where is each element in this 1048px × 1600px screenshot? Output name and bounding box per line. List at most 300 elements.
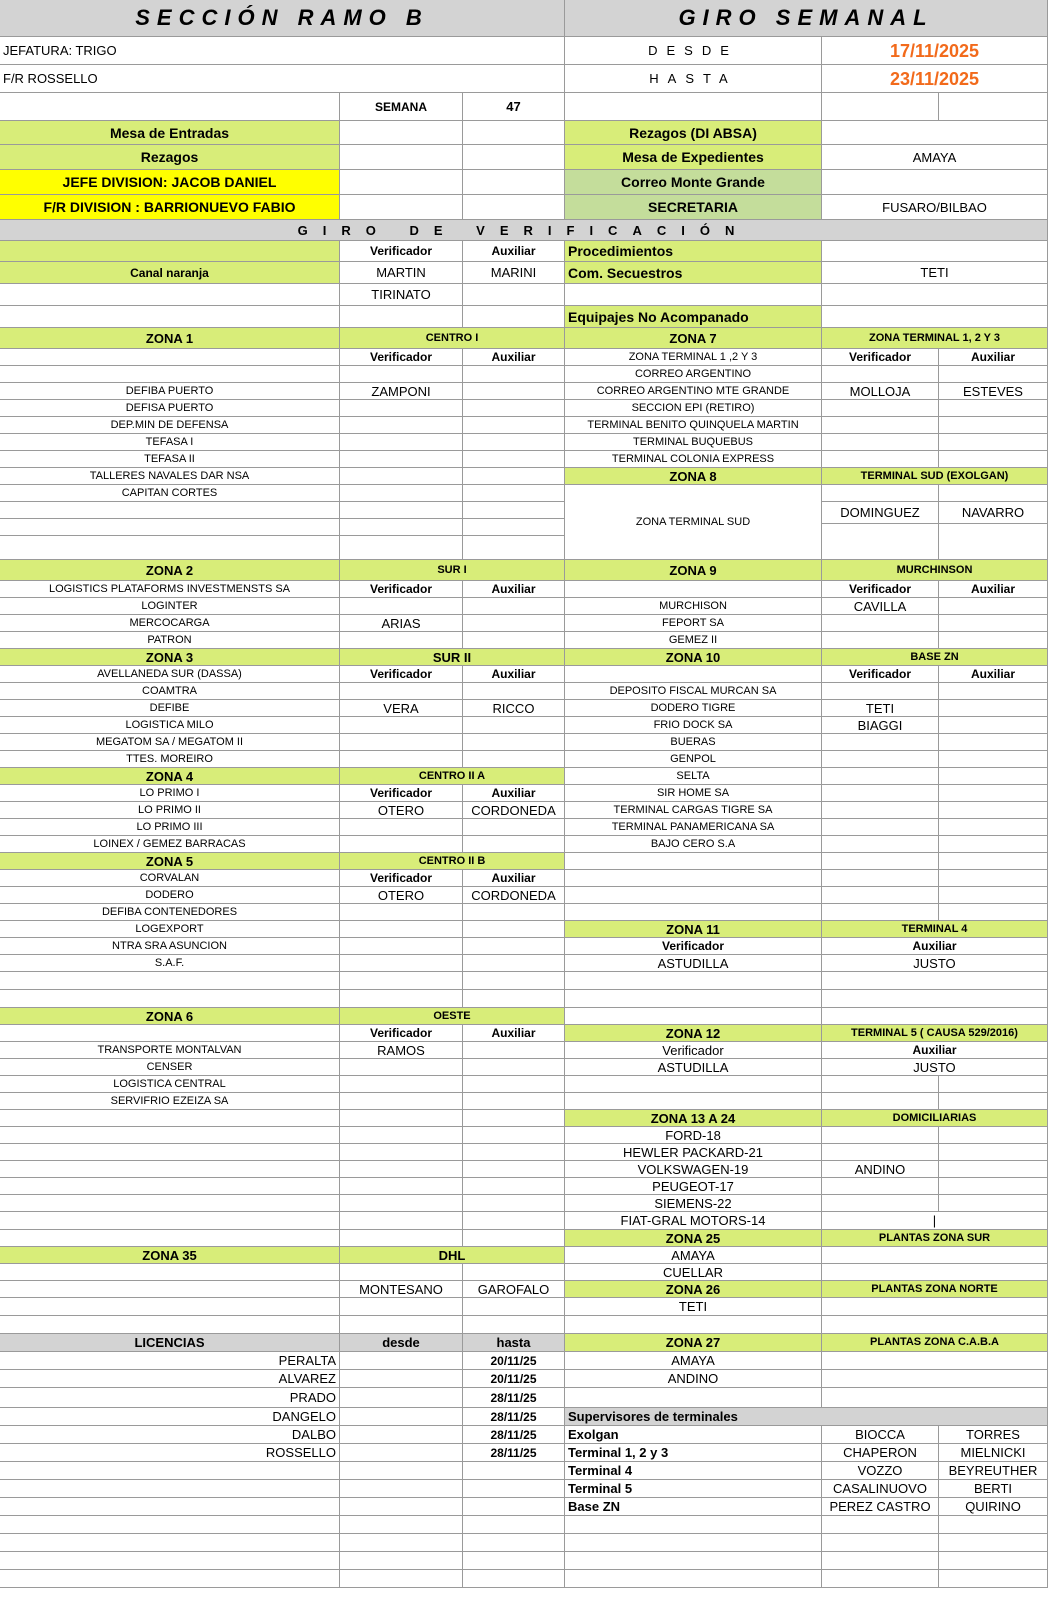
empty-cell[interactable] bbox=[340, 195, 463, 220]
empty-cell[interactable] bbox=[340, 717, 463, 734]
table-cell[interactable]: SECCION EPI (RETIRO) bbox=[565, 400, 822, 417]
empty-cell[interactable] bbox=[565, 284, 822, 306]
table-cell[interactable]: BERTI bbox=[939, 1480, 1048, 1498]
table-cell[interactable]: RICCO bbox=[463, 700, 565, 717]
empty-cell[interactable] bbox=[822, 615, 939, 632]
empty-cell[interactable] bbox=[0, 1025, 340, 1042]
table-cell[interactable]: Mesa de Expedientes bbox=[565, 145, 822, 170]
empty-cell[interactable] bbox=[463, 734, 565, 751]
table-cell[interactable]: SERVIFRIO EZEIZA SA bbox=[0, 1093, 340, 1110]
table-cell[interactable]: ZONA 2 bbox=[0, 560, 340, 581]
empty-cell[interactable] bbox=[822, 485, 939, 502]
empty-cell[interactable] bbox=[0, 1534, 340, 1552]
table-cell[interactable]: LOGISTICA MILO bbox=[0, 717, 340, 734]
table-cell[interactable]: DEPOSITO FISCAL MURCAN SA bbox=[565, 683, 822, 700]
table-cell[interactable]: AMAYA bbox=[565, 1352, 822, 1370]
empty-cell[interactable] bbox=[939, 632, 1048, 649]
table-cell[interactable]: CENSER bbox=[0, 1059, 340, 1076]
empty-cell[interactable] bbox=[0, 306, 340, 328]
empty-cell[interactable] bbox=[463, 1230, 565, 1247]
empty-cell[interactable] bbox=[463, 284, 565, 306]
empty-cell[interactable] bbox=[939, 1570, 1048, 1588]
table-cell[interactable]: Verificador bbox=[340, 870, 463, 887]
empty-cell[interactable] bbox=[340, 468, 463, 485]
empty-cell[interactable] bbox=[0, 990, 340, 1008]
table-cell[interactable]: Com. Secuestros bbox=[565, 262, 822, 284]
table-cell[interactable]: MURCHINSON bbox=[822, 560, 1048, 581]
empty-cell[interactable] bbox=[0, 1480, 340, 1498]
table-cell[interactable]: ZONA 6 bbox=[0, 1008, 340, 1025]
table-cell[interactable]: GIRO SEMANAL bbox=[565, 0, 1048, 37]
table-cell[interactable]: PLANTAS ZONA SUR bbox=[822, 1230, 1048, 1247]
empty-cell[interactable] bbox=[0, 1552, 340, 1570]
empty-cell[interactable] bbox=[939, 717, 1048, 734]
table-cell[interactable]: FIAT-GRAL MOTORS-14 bbox=[565, 1212, 822, 1230]
empty-cell[interactable] bbox=[565, 990, 822, 1008]
table-cell[interactable]: PRADO bbox=[0, 1388, 340, 1408]
table-cell[interactable]: HEWLER PACKARD-21 bbox=[565, 1144, 822, 1161]
empty-cell[interactable] bbox=[939, 700, 1048, 717]
table-cell[interactable]: 47 bbox=[463, 93, 565, 121]
empty-cell[interactable] bbox=[463, 306, 565, 328]
table-cell[interactable]: TERMINAL 4 bbox=[822, 921, 1048, 938]
table-cell[interactable]: Verificador bbox=[340, 581, 463, 598]
empty-cell[interactable] bbox=[463, 417, 565, 434]
table-cell[interactable]: Canal naranja bbox=[0, 262, 340, 284]
empty-cell[interactable] bbox=[463, 468, 565, 485]
empty-cell[interactable] bbox=[822, 632, 939, 649]
empty-cell[interactable] bbox=[822, 819, 939, 836]
empty-cell[interactable] bbox=[463, 1195, 565, 1212]
empty-cell[interactable] bbox=[565, 1388, 822, 1408]
table-cell[interactable]: AMAYA bbox=[565, 1247, 822, 1264]
empty-cell[interactable] bbox=[565, 1552, 822, 1570]
table-cell[interactable]: Auxiliar bbox=[463, 349, 565, 366]
empty-cell[interactable] bbox=[0, 972, 340, 990]
empty-cell[interactable] bbox=[340, 1178, 463, 1195]
empty-cell[interactable] bbox=[822, 853, 939, 870]
empty-cell[interactable] bbox=[340, 734, 463, 751]
empty-cell[interactable] bbox=[822, 836, 939, 853]
table-cell[interactable]: BUERAS bbox=[565, 734, 822, 751]
empty-cell[interactable] bbox=[0, 366, 340, 383]
empty-cell[interactable] bbox=[939, 1552, 1048, 1570]
table-cell[interactable]: TEFASA I bbox=[0, 434, 340, 451]
table-cell[interactable]: Verificador bbox=[565, 938, 822, 955]
empty-cell[interactable] bbox=[340, 451, 463, 468]
table-cell[interactable]: S.A.F. bbox=[0, 955, 340, 972]
table-cell[interactable]: Auxiliar bbox=[939, 581, 1048, 598]
empty-cell[interactable] bbox=[822, 1144, 939, 1161]
table-cell[interactable]: ZONA 25 bbox=[565, 1230, 822, 1247]
table-cell[interactable]: CORDONEDA bbox=[463, 887, 565, 904]
table-cell[interactable]: MERCOCARGA bbox=[0, 615, 340, 632]
empty-cell[interactable] bbox=[340, 1161, 463, 1178]
empty-cell[interactable] bbox=[463, 836, 565, 853]
empty-cell[interactable] bbox=[939, 451, 1048, 468]
table-cell[interactable]: Correo Monte Grande bbox=[565, 170, 822, 195]
empty-cell[interactable] bbox=[340, 1110, 463, 1127]
empty-cell[interactable] bbox=[340, 1212, 463, 1230]
table-cell[interactable]: LOGISTICA CENTRAL bbox=[0, 1076, 340, 1093]
table-cell[interactable]: Verificador bbox=[340, 785, 463, 802]
empty-cell[interactable] bbox=[822, 170, 1048, 195]
table-cell[interactable]: TETI bbox=[822, 262, 1048, 284]
empty-cell[interactable] bbox=[463, 904, 565, 921]
empty-cell[interactable] bbox=[0, 1264, 340, 1281]
empty-cell[interactable] bbox=[463, 1298, 565, 1316]
table-cell[interactable]: JEFATURA: TRIGO bbox=[0, 37, 565, 65]
table-cell[interactable]: Verificador bbox=[340, 241, 463, 262]
empty-cell[interactable] bbox=[0, 1570, 340, 1588]
empty-cell[interactable] bbox=[939, 366, 1048, 383]
table-cell[interactable]: DALBO bbox=[0, 1426, 340, 1444]
empty-cell[interactable] bbox=[0, 1498, 340, 1516]
empty-cell[interactable] bbox=[0, 1281, 340, 1298]
empty-cell[interactable] bbox=[340, 632, 463, 649]
table-cell[interactable]: Auxiliar bbox=[822, 938, 1048, 955]
table-cell[interactable]: QUIRINO bbox=[939, 1498, 1048, 1516]
table-cell[interactable]: Terminal 1, 2 y 3 bbox=[565, 1444, 822, 1462]
empty-cell[interactable] bbox=[0, 1161, 340, 1178]
empty-cell[interactable] bbox=[939, 1144, 1048, 1161]
table-cell[interactable]: BEYREUTHER bbox=[939, 1462, 1048, 1480]
table-cell[interactable]: LOGEXPORT bbox=[0, 921, 340, 938]
empty-cell[interactable] bbox=[340, 1316, 463, 1334]
empty-cell[interactable] bbox=[340, 145, 463, 170]
empty-cell[interactable] bbox=[463, 502, 565, 519]
table-cell[interactable]: PEUGEOT-17 bbox=[565, 1178, 822, 1195]
table-cell[interactable]: DEFIBA CONTENEDORES bbox=[0, 904, 340, 921]
empty-cell[interactable] bbox=[565, 1534, 822, 1552]
table-cell[interactable]: Auxiliar bbox=[463, 241, 565, 262]
table-cell[interactable]: LOINEX / GEMEZ BARRACAS bbox=[0, 836, 340, 853]
table-cell[interactable]: ZONA TERMINAL SUD bbox=[565, 485, 822, 560]
table-cell[interactable]: GENPOL bbox=[565, 751, 822, 768]
empty-cell[interactable] bbox=[340, 836, 463, 853]
empty-cell[interactable] bbox=[340, 121, 463, 145]
table-cell[interactable]: Verificador bbox=[822, 349, 939, 366]
table-cell[interactable]: Verificador bbox=[822, 666, 939, 683]
table-cell[interactable]: TERMINAL COLONIA EXPRESS bbox=[565, 451, 822, 468]
empty-cell[interactable] bbox=[463, 195, 565, 220]
table-cell[interactable]: Terminal 4 bbox=[565, 1462, 822, 1480]
empty-cell[interactable] bbox=[463, 1178, 565, 1195]
table-cell[interactable]: TERMINAL BENITO QUINQUELA MARTIN bbox=[565, 417, 822, 434]
empty-cell[interactable] bbox=[463, 972, 565, 990]
table-cell[interactable]: SECRETARIA bbox=[565, 195, 822, 220]
empty-cell[interactable] bbox=[822, 683, 939, 700]
empty-cell[interactable] bbox=[939, 434, 1048, 451]
table-cell[interactable]: LO PRIMO I bbox=[0, 785, 340, 802]
empty-cell[interactable] bbox=[340, 921, 463, 938]
table-cell[interactable]: GIRO DE VERIFICACIÓN bbox=[0, 220, 1048, 241]
table-cell[interactable]: CHAPERON bbox=[822, 1444, 939, 1462]
table-cell[interactable]: 28/11/25 bbox=[463, 1388, 565, 1408]
table-cell[interactable]: TETI bbox=[565, 1298, 822, 1316]
empty-cell[interactable] bbox=[565, 1516, 822, 1534]
empty-cell[interactable] bbox=[340, 417, 463, 434]
table-cell[interactable]: ASTUDILLA bbox=[565, 1059, 822, 1076]
empty-cell[interactable] bbox=[822, 121, 1048, 145]
table-cell[interactable]: 20/11/25 bbox=[463, 1370, 565, 1388]
table-cell[interactable]: BAJO CERO S.A bbox=[565, 836, 822, 853]
table-cell[interactable]: TIRINATO bbox=[340, 284, 463, 306]
table-cell[interactable]: BIAGGI bbox=[822, 717, 939, 734]
empty-cell[interactable] bbox=[0, 1298, 340, 1316]
empty-cell[interactable] bbox=[463, 1480, 565, 1498]
table-cell[interactable]: MIELNICKI bbox=[939, 1444, 1048, 1462]
empty-cell[interactable] bbox=[822, 870, 939, 887]
table-cell[interactable]: Auxiliar bbox=[463, 870, 565, 887]
empty-cell[interactable] bbox=[565, 1076, 822, 1093]
empty-cell[interactable] bbox=[340, 434, 463, 451]
empty-cell[interactable] bbox=[0, 1212, 340, 1230]
empty-cell[interactable] bbox=[463, 485, 565, 502]
table-cell[interactable]: TEFASA II bbox=[0, 451, 340, 468]
table-cell[interactable]: NTRA SRA ASUNCION bbox=[0, 938, 340, 955]
table-cell[interactable]: 17/11/2025 bbox=[822, 37, 1048, 65]
table-cell[interactable]: 28/11/25 bbox=[463, 1426, 565, 1444]
empty-cell[interactable] bbox=[822, 1316, 1048, 1334]
empty-cell[interactable] bbox=[822, 1247, 1048, 1264]
empty-cell[interactable] bbox=[822, 284, 1048, 306]
table-cell[interactable]: TRANSPORTE MONTALVAN bbox=[0, 1042, 340, 1059]
empty-cell[interactable] bbox=[822, 1076, 939, 1093]
table-cell[interactable]: FORD-18 bbox=[565, 1127, 822, 1144]
empty-cell[interactable] bbox=[340, 1352, 463, 1370]
table-cell[interactable]: ZAMPONI bbox=[340, 383, 463, 400]
empty-cell[interactable] bbox=[939, 1127, 1048, 1144]
empty-cell[interactable] bbox=[463, 170, 565, 195]
table-cell[interactable]: ALVAREZ bbox=[0, 1370, 340, 1388]
empty-cell[interactable] bbox=[822, 400, 939, 417]
table-cell[interactable]: Verificador bbox=[565, 1042, 822, 1059]
table-cell[interactable]: PLANTAS ZONA NORTE bbox=[822, 1281, 1048, 1298]
table-cell[interactable]: F/R ROSSELLO bbox=[0, 65, 565, 93]
table-cell[interactable]: CASALINUOVO bbox=[822, 1480, 939, 1498]
empty-cell[interactable] bbox=[822, 306, 1048, 328]
table-cell[interactable]: GAROFALO bbox=[463, 1281, 565, 1298]
table-cell[interactable]: ROSSELLO bbox=[0, 1444, 340, 1462]
empty-cell[interactable] bbox=[565, 1316, 822, 1334]
empty-cell[interactable] bbox=[0, 1462, 340, 1480]
empty-cell[interactable] bbox=[340, 990, 463, 1008]
empty-cell[interactable] bbox=[822, 768, 939, 785]
table-cell[interactable]: PLANTAS ZONA C.A.B.A bbox=[822, 1334, 1048, 1352]
empty-cell[interactable] bbox=[939, 683, 1048, 700]
table-cell[interactable]: 28/11/25 bbox=[463, 1444, 565, 1462]
table-cell[interactable]: NAVARRO bbox=[939, 502, 1048, 524]
empty-cell[interactable] bbox=[340, 170, 463, 195]
empty-cell[interactable] bbox=[463, 145, 565, 170]
empty-cell[interactable] bbox=[939, 485, 1048, 502]
table-cell[interactable]: 23/11/2025 bbox=[822, 65, 1048, 93]
empty-cell[interactable] bbox=[340, 536, 463, 560]
empty-cell[interactable] bbox=[463, 1042, 565, 1059]
empty-cell[interactable] bbox=[939, 768, 1048, 785]
empty-cell[interactable] bbox=[463, 451, 565, 468]
empty-cell[interactable] bbox=[340, 1230, 463, 1247]
table-cell[interactable]: LOGISTICS PLATAFORMS INVESTMENSTS SA bbox=[0, 581, 340, 598]
empty-cell[interactable] bbox=[340, 306, 463, 328]
empty-cell[interactable] bbox=[340, 1059, 463, 1076]
table-cell[interactable]: SELTA bbox=[565, 768, 822, 785]
table-cell[interactable]: ESTEVES bbox=[939, 383, 1048, 400]
table-cell[interactable]: GEMEZ II bbox=[565, 632, 822, 649]
table-cell[interactable]: Base ZN bbox=[565, 1498, 822, 1516]
table-cell[interactable]: TERMINAL PANAMERICANA SA bbox=[565, 819, 822, 836]
empty-cell[interactable] bbox=[0, 1516, 340, 1534]
table-cell[interactable]: FUSARO/BILBAO bbox=[822, 195, 1048, 220]
table-cell[interactable]: MARINI bbox=[463, 262, 565, 284]
empty-cell[interactable] bbox=[822, 1352, 1048, 1370]
table-cell[interactable]: ZONA 1 bbox=[0, 328, 340, 349]
table-cell[interactable]: TETI bbox=[822, 700, 939, 717]
table-cell[interactable]: Auxiliar bbox=[463, 666, 565, 683]
table-cell[interactable]: PERALTA bbox=[0, 1352, 340, 1370]
table-cell[interactable]: ZONA 4 bbox=[0, 768, 340, 785]
table-cell[interactable]: MURCHISON bbox=[565, 598, 822, 615]
table-cell[interactable]: ZONA 8 bbox=[565, 468, 822, 485]
empty-cell[interactable] bbox=[939, 615, 1048, 632]
empty-cell[interactable] bbox=[0, 1110, 340, 1127]
empty-cell[interactable] bbox=[0, 502, 340, 519]
table-cell[interactable]: TERMINAL BUQUEBUS bbox=[565, 434, 822, 451]
empty-cell[interactable] bbox=[463, 819, 565, 836]
table-cell[interactable]: ZONA 13 A 24 bbox=[565, 1110, 822, 1127]
table-cell[interactable]: OTERO bbox=[340, 802, 463, 819]
empty-cell[interactable] bbox=[939, 1516, 1048, 1534]
table-cell[interactable]: SECCIÓN RAMO B bbox=[0, 0, 565, 37]
table-cell[interactable]: ANDINO bbox=[565, 1370, 822, 1388]
table-cell[interactable]: RAMOS bbox=[340, 1042, 463, 1059]
table-cell[interactable]: Exolgan bbox=[565, 1426, 822, 1444]
empty-cell[interactable] bbox=[0, 1127, 340, 1144]
table-cell[interactable]: ARIAS bbox=[340, 615, 463, 632]
empty-cell[interactable] bbox=[463, 1212, 565, 1230]
table-cell[interactable]: ZONA TERMINAL 1, 2 Y 3 bbox=[822, 328, 1048, 349]
empty-cell[interactable] bbox=[463, 598, 565, 615]
empty-cell[interactable] bbox=[463, 1127, 565, 1144]
table-cell[interactable]: Verificador bbox=[340, 349, 463, 366]
empty-cell[interactable] bbox=[340, 1570, 463, 1588]
empty-cell[interactable] bbox=[340, 1408, 463, 1426]
empty-cell[interactable] bbox=[463, 121, 565, 145]
empty-cell[interactable] bbox=[340, 1370, 463, 1388]
empty-cell[interactable] bbox=[340, 1534, 463, 1552]
table-cell[interactable]: ZONA 9 bbox=[565, 560, 822, 581]
table-cell[interactable]: hasta bbox=[463, 1334, 565, 1352]
empty-cell[interactable] bbox=[340, 502, 463, 519]
table-cell[interactable]: 20/11/25 bbox=[463, 1352, 565, 1370]
table-cell[interactable]: Verificador bbox=[822, 581, 939, 598]
empty-cell[interactable] bbox=[822, 1552, 939, 1570]
table-cell[interactable]: LO PRIMO II bbox=[0, 802, 340, 819]
empty-cell[interactable] bbox=[822, 751, 939, 768]
table-cell[interactable]: BASE ZN bbox=[822, 649, 1048, 666]
empty-cell[interactable] bbox=[939, 1076, 1048, 1093]
empty-cell[interactable] bbox=[340, 955, 463, 972]
empty-cell[interactable] bbox=[340, 751, 463, 768]
empty-cell[interactable] bbox=[939, 836, 1048, 853]
empty-cell[interactable] bbox=[565, 1570, 822, 1588]
empty-cell[interactable] bbox=[463, 751, 565, 768]
table-cell[interactable]: MARTIN bbox=[340, 262, 463, 284]
empty-cell[interactable] bbox=[822, 1093, 939, 1110]
empty-cell[interactable] bbox=[463, 1076, 565, 1093]
empty-cell[interactable] bbox=[822, 1178, 939, 1195]
table-cell[interactable]: TORRES bbox=[939, 1426, 1048, 1444]
empty-cell[interactable] bbox=[340, 1195, 463, 1212]
empty-cell[interactable] bbox=[463, 1570, 565, 1588]
empty-cell[interactable] bbox=[822, 524, 939, 560]
empty-cell[interactable] bbox=[463, 1161, 565, 1178]
empty-cell[interactable] bbox=[340, 1298, 463, 1316]
table-cell[interactable]: Mesa de Entradas bbox=[0, 121, 340, 145]
empty-cell[interactable] bbox=[822, 887, 939, 904]
table-cell[interactable]: Verificador bbox=[340, 666, 463, 683]
table-cell[interactable]: CENTRO I bbox=[340, 328, 565, 349]
empty-cell[interactable] bbox=[0, 1144, 340, 1161]
table-cell[interactable]: JUSTO bbox=[822, 955, 1048, 972]
table-cell[interactable]: Supervisores de terminales bbox=[565, 1408, 1048, 1426]
empty-cell[interactable] bbox=[340, 400, 463, 417]
table-cell[interactable]: Auxiliar bbox=[463, 785, 565, 802]
empty-cell[interactable] bbox=[340, 1444, 463, 1462]
empty-cell[interactable] bbox=[939, 1178, 1048, 1195]
table-cell[interactable]: TERMINAL 5 ( CAUSA 529/2016) bbox=[822, 1025, 1048, 1042]
table-cell[interactable]: JUSTO bbox=[822, 1059, 1048, 1076]
empty-cell[interactable] bbox=[340, 1426, 463, 1444]
table-cell[interactable]: desde bbox=[340, 1334, 463, 1352]
table-cell[interactable]: TERMINAL CARGAS TIGRE SA bbox=[565, 802, 822, 819]
empty-cell[interactable] bbox=[565, 1008, 822, 1025]
table-cell[interactable]: MOLLOJA bbox=[822, 383, 939, 400]
table-cell[interactable]: DODERO bbox=[0, 887, 340, 904]
empty-cell[interactable] bbox=[463, 519, 565, 536]
table-cell[interactable]: CORREO ARGENTINO bbox=[565, 366, 822, 383]
table-cell[interactable]: OESTE bbox=[340, 1008, 565, 1025]
table-cell[interactable]: PEREZ CASTRO bbox=[822, 1498, 939, 1516]
empty-cell[interactable] bbox=[463, 1462, 565, 1480]
empty-cell[interactable] bbox=[0, 93, 340, 121]
empty-cell[interactable] bbox=[822, 1570, 939, 1588]
empty-cell[interactable] bbox=[939, 400, 1048, 417]
empty-cell[interactable] bbox=[939, 802, 1048, 819]
empty-cell[interactable] bbox=[565, 904, 822, 921]
empty-cell[interactable] bbox=[822, 241, 1048, 262]
empty-cell[interactable] bbox=[0, 1316, 340, 1334]
table-cell[interactable]: VOZZO bbox=[822, 1462, 939, 1480]
table-cell[interactable]: ZONA 7 bbox=[565, 328, 822, 349]
table-cell[interactable]: AVELLANEDA SUR (DASSA) bbox=[0, 666, 340, 683]
empty-cell[interactable] bbox=[565, 870, 822, 887]
empty-cell[interactable] bbox=[340, 972, 463, 990]
table-cell[interactable]: ZONA 11 bbox=[565, 921, 822, 938]
table-cell[interactable]: ZONA 3 bbox=[0, 649, 340, 666]
empty-cell[interactable] bbox=[340, 1076, 463, 1093]
table-cell[interactable]: CUELLAR bbox=[565, 1264, 822, 1281]
empty-cell[interactable] bbox=[822, 366, 939, 383]
empty-cell[interactable] bbox=[463, 383, 565, 400]
empty-cell[interactable] bbox=[565, 1093, 822, 1110]
empty-cell[interactable] bbox=[463, 1059, 565, 1076]
empty-cell[interactable] bbox=[822, 734, 939, 751]
table-cell[interactable]: DEP.MIN DE DEFENSA bbox=[0, 417, 340, 434]
empty-cell[interactable] bbox=[565, 887, 822, 904]
table-cell[interactable]: Verificador bbox=[340, 1025, 463, 1042]
